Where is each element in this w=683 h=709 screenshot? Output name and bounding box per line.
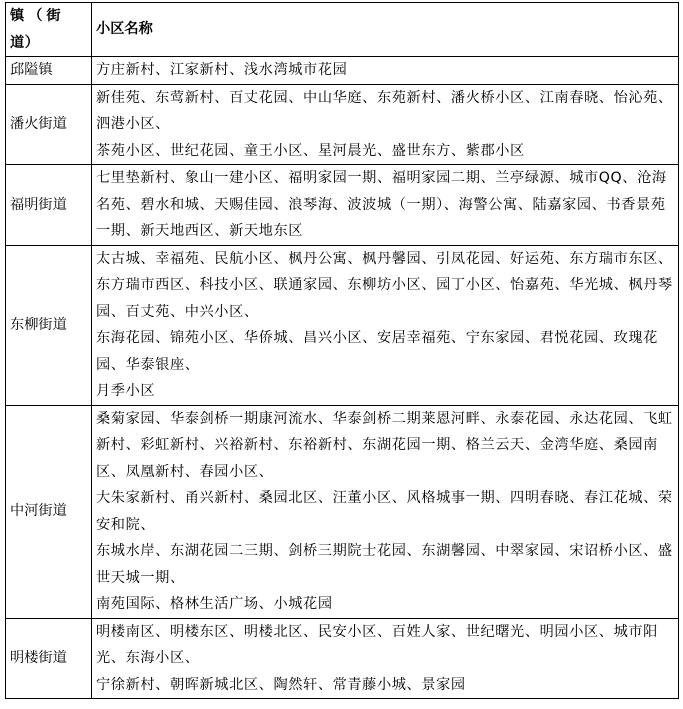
header-town-cell: [6, 3, 92, 57]
town-cell: 明楼街道: [6, 618, 92, 699]
community-cell: [92, 245, 679, 405]
community-table: [5, 2, 679, 699]
community-line: 新佳苑、东莺新村、百丈花园、中山华庭、东苑新村、潘火桥小区、江南春晓、怡沁苑、泗港小区、: [96, 89, 673, 132]
community-line: 大朱家新村、甬兴新村、桑园北区、汪董小区、风格城事一期、四明春晓、春江花城、荣安和院、: [96, 490, 673, 533]
table-header-row: [6, 3, 679, 57]
community-line: 东城水岸、东湖花园二三期、剑桥三期院士花园、东湖馨园、中翠家园、宋诏桥小区、盛世天城一期、: [96, 543, 673, 586]
community-cell: [92, 165, 679, 246]
town-cell: 中河街道: [6, 405, 92, 618]
table-row: [6, 405, 679, 618]
community-line: 东海花园、锦苑小区、华侨城、昌兴小区、安居幸福苑、宁东家园、君悦花园、玫瑰花园、华泰银座、: [96, 330, 658, 373]
header-community-cell: 小区名称: [92, 3, 679, 57]
community-cell: [92, 57, 679, 85]
community-cell: [92, 405, 679, 618]
community-line: 月季小区: [96, 383, 156, 399]
header-town-line-2: 道）: [10, 34, 40, 51]
community-cell: [92, 618, 679, 699]
table-row: [6, 245, 679, 405]
table-row: [6, 618, 679, 699]
town-cell: 邱隘镇: [6, 57, 92, 85]
community-line: 七里垫新村、象山一建小区、福明家园一期、福明家园二期、兰亭绿源、城市QQ、沧海名苑、碧水和城、天赐佳园、浪琴海、波波城（一期）、海警公寓、陆嘉家园、书香景苑一期、新天地西区、新天地东区: [96, 170, 667, 239]
table-row: [6, 57, 679, 85]
town-cell: 东柳街道: [6, 245, 92, 405]
town-cell: 福明街道: [6, 165, 92, 246]
community-line: 方庄新村、江家新村、浅水湾城市花园: [96, 62, 348, 78]
community-line: 宁徐新村、朝晖新城北区、陶然轩、常青藤小城、景家园: [96, 676, 466, 693]
community-line: 南苑国际、格林生活广场、小城花园: [96, 596, 333, 612]
community-line: 明楼南区、明楼东区、明楼北区、民安小区、百姓人家、世纪曙光、明园小区、城市阳光、东海小区、: [96, 623, 658, 666]
header-town-line-1: 镇（街: [10, 8, 65, 24]
community-cell: [92, 84, 679, 165]
community-line: 茶苑小区、世纪花园、童王小区、星河晨光、盛世东方、紫郡小区: [96, 142, 525, 159]
table-row: [6, 84, 679, 165]
community-line: 桑菊家园、华泰剑桥一期康河流水、华泰剑桥二期莱恩河畔、永泰花园、永达花园、飞虹新村、彩虹新村、兴裕新村、东裕新村、东湖花园一期、格兰云天、金湾华庭、桑园南区、凤凰新村、春园小区、: [96, 410, 673, 480]
community-line: 太古城、幸福苑、民航小区、枫丹公寓、枫丹馨园、引凤花园、好运苑、东方瑞市东区、东方瑞市西区、科技小区、联通家园、东柳坊小区、园丁小区、怡嘉苑、华光城、枫丹琴园、百丈苑、中兴小区、: [96, 250, 673, 320]
table-row: [6, 165, 679, 246]
town-cell: 潘火街道: [6, 84, 92, 165]
